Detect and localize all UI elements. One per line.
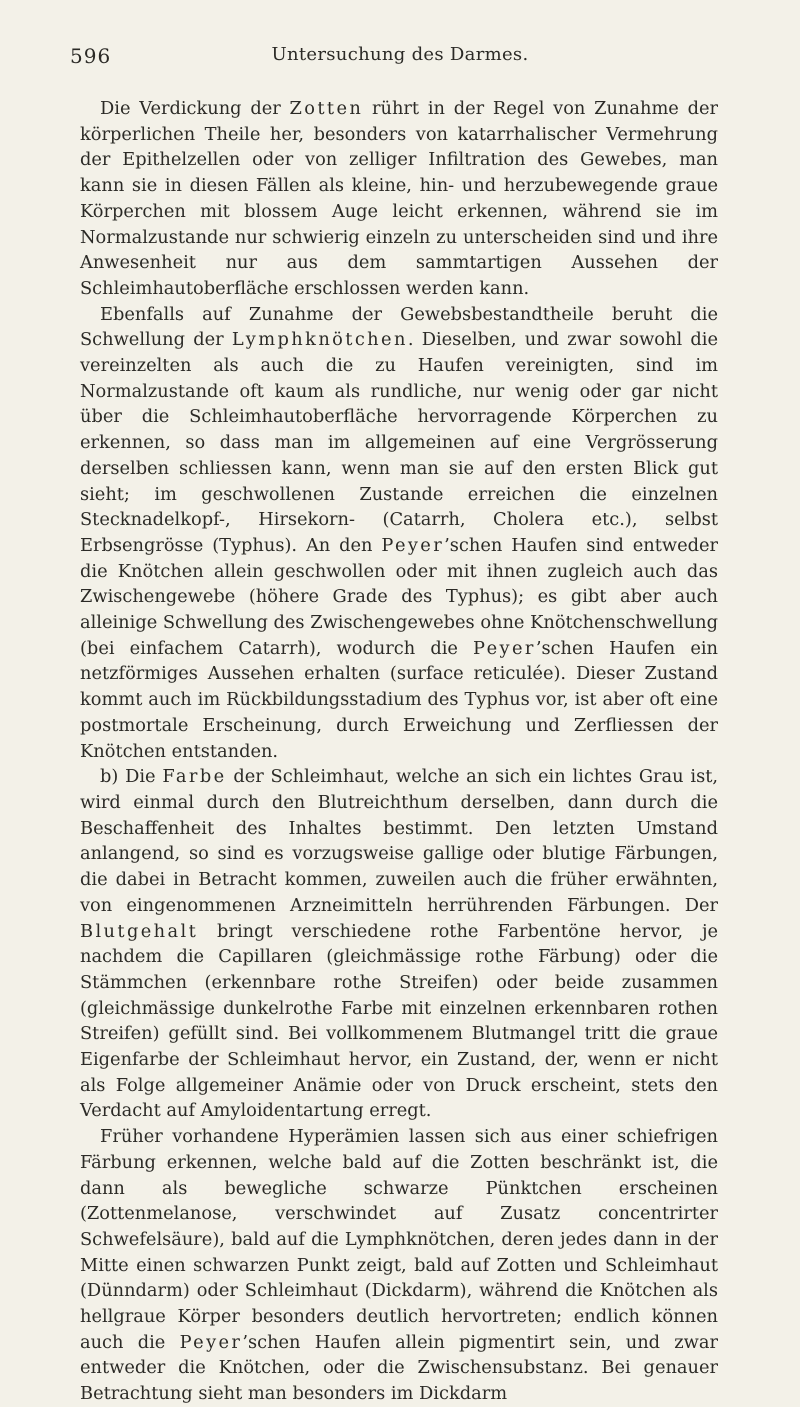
text-run: ’schen Haufen sind entweder die Knötchen allein geschwollen oder mit ihnen zugleich auch das Zwischengewebe (höhere Grade des Typhus); es gibt aber auch alleinige Schwellung des Zwischengewebes ohne Knötchenschwellung (bei einfachem Catarrh), wodurch die xyxy=(80,534,719,659)
text-run: b) Die xyxy=(100,766,163,788)
paragraph xyxy=(80,302,718,765)
text-run: ’schen Haufen allein pigmentirt sein, und zwar entweder die Knötchen, oder die Zwischensubstanz. Bei genauer Betrachtung sieht man besonders im Dickdarm xyxy=(80,1331,718,1405)
page-number: 596 xyxy=(70,44,112,68)
spaced-term: Peyer xyxy=(473,637,536,659)
spaced-term: Zotten xyxy=(289,98,364,119)
running-title: Untersuchung des Darmes. xyxy=(271,44,529,65)
text-run: rührt in der Regel von Zunahme der körperlichen Theile her, besonders von katarrhalischer Vermehrung der Epithelzellen oder von zelliger Infiltration des Gewebes, man kann sie in diesen Fällen als kleine, hin- und herzubewegende graue Körperchen mit blossem Auge leicht erkennen, während sie im Normalzustande nur schwierig einzeln zu unterscheiden sind und ihre Anwesenheit nur aus dem sammtartigen Aussehen der Schleimhautoberfläche erschlossen werden kann. xyxy=(80,98,718,299)
spaced-term: Lymphknötchen xyxy=(231,329,408,351)
text-run: ’schen Haufen ein netzförmiges Aussehen erhalten (surface reticulée). Dieser Zustand kommt auch im Rückbildungsstadium des Typhus vor, ist aber oft eine postmortale Erscheinung, durch Erweichung und Zerfliessen der Knötchen entstanden. xyxy=(80,637,718,762)
text-run: . Dieselben, und zwar sowohl die vereinzelten als auch die zu Haufen vereinigten, sind im Normalzustande oft kaum als rundliche, nur wenig oder gar nicht über die Schleimhautoberfläche hervorragende Körperchen zu erkennen, so dass man im allgemeinen auf eine Vergrösserung derselben schliessen kann, wenn man sie auf den ersten Blick gut sieht; im geschwollenen Zustande erreichen die einzelnen Stecknadelkopf-, Hirsekorn- (Catarrh, Cholera etc.), selbst Erbsengrösse (Typhus). An den xyxy=(80,329,718,556)
spaced-term: Peyer xyxy=(179,1331,243,1353)
spaced-term: Farbe xyxy=(162,766,227,788)
text-run: Die Verdickung der xyxy=(100,98,290,119)
spaced-term: Blutgehalt xyxy=(80,920,199,942)
text-run: der Schleimhaut, welche an sich ein lichtes Grau ist, wird einmal durch den Blutreichthum derselben, dann durch die Beschaffenheit des Inhaltes bestimmt. Den letzten Umstand anlangend, so sind es vorzugsweise gallige oder blutige Färbungen, die dabei in Betracht kommen, zuweilen auch die früher erwähnten, von eingenommenen Arzneimitteln herrührenden Färbungen. Der xyxy=(80,766,719,916)
body-text xyxy=(80,96,718,1407)
spaced-term: Peyer xyxy=(381,534,445,556)
text-run: bringt verschiedene rothe Farbentöne hervor, je nachdem die Capillaren (gleichmässige rothe Färbung) oder die Stämmchen (erkennbare rothe Streifen) oder beide zusammen (gleichmässige dunkelrothe Farbe mit einzelnen erkennbaren rothen Streifen) gefüllt sind. Bei vollkommenem Blutmangel tritt die graue Eigenfarbe der Schleimhaut hervor, ein Zustand, der, wenn er nicht als Folge allgemeiner Anämie oder von Druck erscheint, stets den Verdacht auf Amyloidentartung erregt. xyxy=(80,920,718,1122)
text-run: Ebenfalls auf Zunahme der Gewebsbestandtheile beruht die Schwellung der xyxy=(80,303,718,351)
paragraph xyxy=(80,1124,718,1407)
text-run: Früher vorhandene Hyperämien lassen sich aus einer schiefrigen Färbung erkennen, welche bald auf die Zotten beschränkt ist, die dann als bewegliche schwarze Pünktchen erscheinen (Zottenmelanose, verschwindet auf Zusatz concentrirter Schwefelsäure), bald auf die Lymphknötchen, deren jedes dann in der Mitte einen schwarzen Punkt zeigt, bald auf Zotten und Schleimhaut (Dünndarm) oder Schleimhaut (Dickdarm), während die Knötchen als hellgraue Körper besonders deutlich hervortreten; endlich können auch die xyxy=(80,1126,718,1353)
paragraph xyxy=(80,764,718,1124)
page-header xyxy=(0,38,800,70)
paragraph xyxy=(80,96,718,302)
